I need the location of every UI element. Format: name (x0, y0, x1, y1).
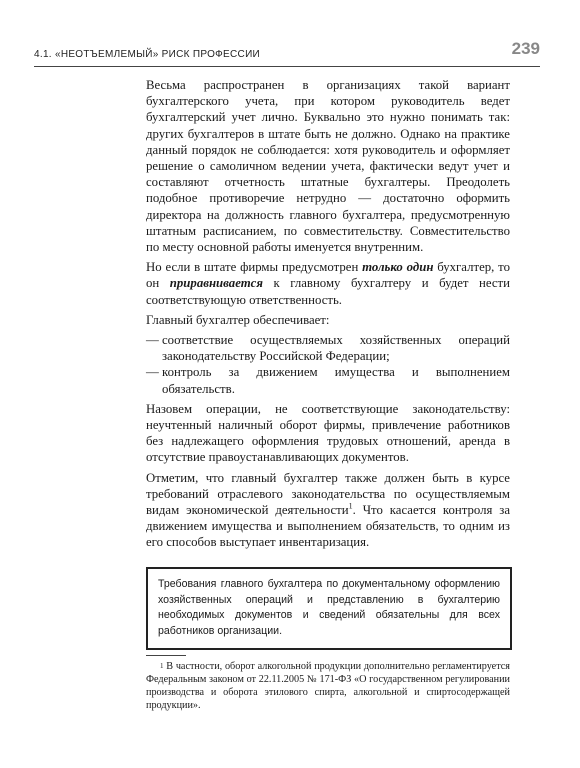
paragraph (146, 259, 510, 308)
header-rule (34, 66, 540, 67)
dash-marker: — (146, 365, 159, 380)
paragraph: Назовем операции, не соответствующие законодательству: неучтенный наличный оборот фирмы, привлечение работников без надлежащего оформления трудовых отношений, аренда в отсутствие правоустанавливающих документов. (146, 401, 510, 465)
text-span: Отметим, что главный бухгалтер также должен быть в курсе требований отраслевого законодательства по осуществляемым видам экономической деятельности (146, 470, 510, 518)
footnote-ref: 1 (348, 501, 353, 511)
text-span: . Что касается контроля за движением имущества и выполнением обязательств, то одним из его способов выступает инвентаризация. (146, 503, 511, 550)
paragraph (146, 470, 510, 551)
list-item-text: соответствие осуществляемых хозяйственных операций законодательству Российской Федерации; (162, 333, 510, 364)
footnote-rule (146, 655, 186, 656)
page-header (34, 39, 540, 64)
text-span: бухгалтер, то он (146, 260, 510, 291)
bullet-list (146, 332, 510, 397)
emphasis: приравнивается (169, 276, 263, 291)
callout-text: Требования главного бухгалтера по документальному оформлению хозяйственных операций и представлению в бухгалтерию необходимых документов и сведений обязательны для всех работников организации. (158, 578, 500, 637)
dash-marker: — (146, 333, 159, 348)
callout-box (146, 567, 512, 650)
list-item (146, 332, 510, 364)
running-head: 4.1. «НЕОТЪЕМЛЕМЫЙ» РИСК ПРОФЕССИИ (34, 49, 261, 60)
text-span: к главному бухгалтеру и будет нести соответствующую ответственность. (146, 276, 510, 307)
body-text (146, 77, 510, 555)
paragraph: Главный бухгалтер обеспечивает: (146, 312, 330, 327)
paragraph: Весьма распространен в организациях такой вариант бухгалтерского учета, при котором руководитель ведет бухгалтерский учет лично. Буквально это нужно понимать так: других бухгалтеров в штате быть не должно. Однако на практике данный порядок не соблюдается: хотя руководитель и оформляет решение о самоличном ведении учета, фактически ведут учет и составляют отчетность штатные бухгалтеры. Преодолеть подобное противоречие нетрудно — достаточно оформить директора на должность главного бухгалтера, предусмотренную штатным расписанием, по совместительству. Совместительство по месту основной работы именуется внутренним. (146, 78, 510, 255)
list-item-text: контроль за движением имущества и выполнением обязательств. (162, 365, 510, 396)
page-number: 239 (511, 39, 540, 58)
footnote-text: В частности, оборот алкогольной продукции дополнительно регламентируется Федеральным законом от 22.11.2005 № 171-ФЗ «О государственном регулировании производства и оборота этилового спирта, алкогольной и спиртосодержащей продукции». (146, 661, 510, 711)
footnote (146, 660, 510, 712)
text-span: Но если в штате фирмы предусмотрен (146, 260, 363, 275)
list-item (146, 364, 510, 396)
footnote-body (146, 660, 510, 712)
footnote-mark: 1 (160, 662, 164, 670)
emphasis: только один (362, 260, 434, 275)
